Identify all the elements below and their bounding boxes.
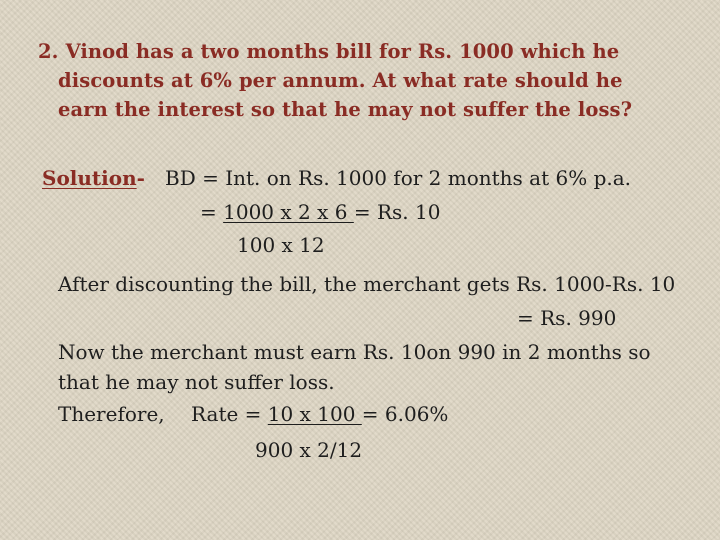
question-line-1: 2. Vinod has a two months bill for Rs. 1000 which he	[38, 40, 620, 63]
merchant-earn-line-1: Now the merchant must earn Rs. 10on 990 in 2 months so	[58, 340, 651, 364]
after-discount-line: After discounting the bill, the merchant gets Rs. 1000-Rs. 10	[58, 272, 676, 296]
merchant-earn-line-2: that he may not suffer loss.	[58, 370, 335, 394]
bd-calc-prefix: =	[200, 200, 224, 224]
solution-label: Solution	[42, 166, 137, 190]
rate-result: = 6.06%	[361, 402, 449, 426]
solution-heading-row	[42, 166, 145, 190]
rate-calculation	[191, 402, 448, 426]
therefore-label: Therefore,	[58, 402, 165, 426]
question-line-2: discounts at 6% per annum. At what rate should he	[58, 69, 623, 92]
bd-definition: BD = Int. on Rs. 1000 for 2 months at 6% p.a.	[165, 166, 632, 190]
bd-calc-numerator: 1000 x 2 x 6	[223, 200, 354, 224]
rate-prefix: Rate =	[191, 402, 268, 426]
bd-calc-denominator: 100 x 12	[237, 233, 325, 257]
rate-denominator: 900 x 2/12	[255, 438, 363, 462]
question-line-3: earn the interest so that he may not suffer the loss?	[58, 98, 633, 121]
rate-numerator: 10 x 100	[267, 402, 362, 426]
bd-calculation	[200, 200, 440, 224]
after-discount-result: = Rs. 990	[517, 306, 617, 330]
solution-dash: -	[136, 166, 145, 190]
bd-calc-result: = Rs. 10	[353, 200, 441, 224]
